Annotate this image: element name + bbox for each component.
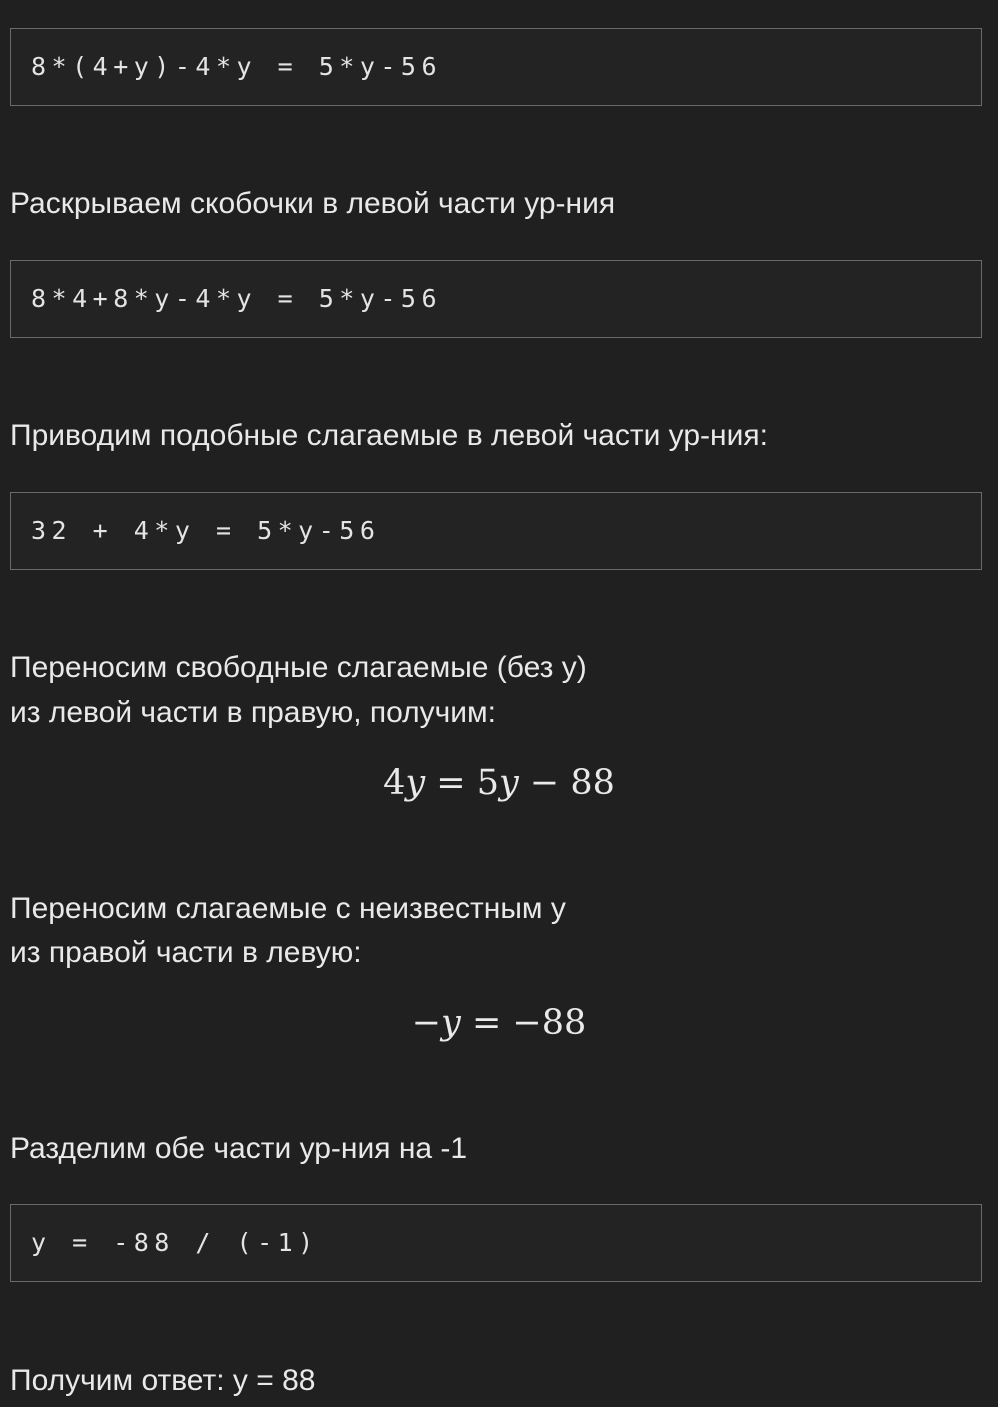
paragraph-divide: Разделим обе части ур-ния на -1 — [10, 1132, 468, 1165]
formula-variable: y — [405, 763, 426, 803]
formula-minus: − — [411, 1003, 442, 1043]
paragraph-expand: Раскрываем скобочки в левой части ур-ния — [10, 187, 616, 220]
code-block-combined — [10, 492, 982, 570]
formula-coef: 4 — [383, 763, 406, 803]
code-text: 8*(4+y)-4*y = 5*y-56 — [31, 52, 443, 81]
formula-rest: − 88 — [518, 763, 615, 803]
paragraph-answer: Получим ответ: y = 88 — [10, 1364, 316, 1397]
formula-4y-eq-5y-minus-88 — [0, 763, 998, 803]
code-text: 8*4+8*y-4*y = 5*y-56 — [31, 284, 443, 313]
code-text: y = -88 / (-1) — [31, 1228, 319, 1257]
code-text: 32 + 4*y = 5*y-56 — [31, 516, 381, 545]
formula-rest: = −88 — [460, 1003, 587, 1043]
formula-coef: 5 — [476, 763, 499, 803]
formula-neg-y-eq-neg-88 — [0, 1003, 998, 1043]
paragraph-move-unknown-line1: Переносим слагаемые с неизвестным y — [10, 892, 566, 925]
paragraph-move-free-line2: из левой части в правую, получим: — [10, 696, 497, 729]
formula-variable: y — [441, 1003, 461, 1043]
paragraph-move-unknown-line2: из правой части в левую: — [10, 936, 362, 969]
code-block-division — [10, 1204, 982, 1282]
formula-variable: y — [499, 763, 519, 803]
paragraph-move-free-line1: Переносим свободные слагаемые (без y) — [10, 651, 587, 684]
paragraph-combine: Приводим подобные слагаемые в левой части ур-ния: — [10, 419, 768, 452]
code-block-original-equation — [10, 28, 982, 106]
code-block-expanded — [10, 260, 982, 338]
formula-equals: = — [425, 763, 477, 803]
